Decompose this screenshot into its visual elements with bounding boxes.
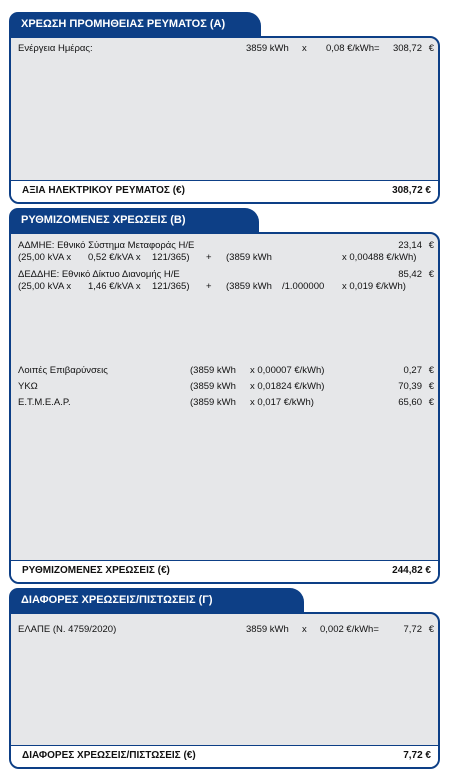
deddie-kva-rate: 1,46 €/kVA x xyxy=(88,281,141,292)
other-charge-kwh: (3859 kWh xyxy=(190,365,236,376)
deddie-kwh-rate: x 0,019 €/kWh) xyxy=(342,281,406,292)
section-c-title: ΔΙΑΦΟΡΕΣ ΧΡΕΩΣΕΙΣ/ΠΙΣΤΩΣΕΙΣ (Γ) xyxy=(9,588,304,613)
section-c-total-label: ΔΙΑΦΟΡΕΣ ΧΡΕΩΣΕΙΣ/ΠΙΣΤΩΣΕΙΣ (€) xyxy=(22,750,196,761)
deddie-kva: (25,00 kVA x xyxy=(18,281,72,292)
section-b-box xyxy=(9,232,440,584)
deddie-label: ΔΕΔΔΗΕ: Εθνικό Δίκτυο Διανομής Η/Ε xyxy=(18,269,180,280)
yko-currency: € xyxy=(428,381,434,392)
deddie-kwh: (3859 kWh xyxy=(226,281,272,292)
section-b-total-label: ΡΥΘΜΙΖΟΜΕΝΕΣ ΧΡΕΩΣΕΙΣ (€) xyxy=(22,565,170,576)
deddie-divisor: /1.000000 xyxy=(282,281,325,292)
elape-amount: 7,72 xyxy=(403,624,422,635)
admie-days: 121/365) xyxy=(152,252,190,263)
etmear-kwh: (3859 kWh xyxy=(190,397,236,408)
deddie-amount: 85,42 xyxy=(398,269,422,280)
section-c-total-amount: 7,72 € xyxy=(403,750,431,761)
admie-amount: 23,14 xyxy=(398,240,422,251)
section-b-title: ΡΥΘΜΙΖΟΜΕΝΕΣ ΧΡΕΩΣΕΙΣ (Β) xyxy=(9,208,259,233)
admie-label: ΑΔΜΗΕ: Εθνικό Σύστημα Μεταφοράς Η/Ε xyxy=(18,240,195,251)
section-supply-charge xyxy=(0,12,450,204)
section-c-box xyxy=(9,612,440,769)
section-regulated-charges xyxy=(0,208,450,584)
admie-kva-rate: 0,52 €/kVA x xyxy=(88,252,141,263)
admie-plus: + xyxy=(206,252,212,263)
elape-rate: 0,002 €/kWh= xyxy=(320,624,379,635)
energy-currency: € xyxy=(428,43,434,54)
section-other-charges-credits xyxy=(0,588,450,769)
etmear-currency: € xyxy=(428,397,434,408)
energy-label: Ενέργεια Ημέρας: xyxy=(18,43,93,54)
elape-kwh: 3859 kWh xyxy=(246,624,289,635)
etmear-amount: 65,60 xyxy=(398,397,422,408)
other-charge-amount: 0,27 xyxy=(403,365,422,376)
deddie-currency: € xyxy=(428,269,434,280)
yko-label: ΥΚΩ xyxy=(18,381,38,392)
admie-kva: (25,00 kVA x xyxy=(18,252,72,263)
section-a-box xyxy=(9,36,440,204)
yko-rate: x 0,01824 €/kWh) xyxy=(250,381,325,392)
admie-currency: € xyxy=(428,240,434,251)
other-charge-label: Λοιπές Επιβαρύνσεις xyxy=(18,365,108,376)
other-charge-rate: x 0,00007 €/kWh) xyxy=(250,365,325,376)
energy-rate: 0,08 €/kWh= xyxy=(326,43,380,54)
section-a-title: ΧΡΕΩΣΗ ΠΡΟΜΗΘΕΙΑΣ ΡΕΥΜΑΤΟΣ (Α) xyxy=(9,12,261,37)
admie-kwh-rate: x 0,00488 €/kWh) xyxy=(342,252,417,263)
etmear-rate: x 0,017 €/kWh) xyxy=(250,397,314,408)
energy-x: x xyxy=(302,43,307,54)
elape-currency: € xyxy=(428,624,434,635)
deddie-days: 121/365) xyxy=(152,281,190,292)
energy-kwh: 3859 kWh xyxy=(246,43,289,54)
section-b-total-amount: 244,82 € xyxy=(392,565,431,576)
elape-x: x xyxy=(302,624,307,635)
section-a-total-label: ΑΞΙΑ ΗΛΕΚΤΡΙΚΟΥ ΡΕΥΜΑΤΟΣ (€) xyxy=(22,185,185,196)
section-c-total-bar xyxy=(11,745,438,767)
etmear-label: Ε.Τ.Μ.Ε.Α.Ρ. xyxy=(18,397,71,408)
admie-kwh: (3859 kWh xyxy=(226,252,272,263)
section-a-total-amount: 308,72 € xyxy=(392,185,431,196)
yko-kwh: (3859 kWh xyxy=(190,381,236,392)
energy-amount: 308,72 xyxy=(392,43,422,54)
section-b-total-bar xyxy=(11,560,438,582)
section-a-total-bar xyxy=(11,180,438,202)
yko-amount: 70,39 xyxy=(398,381,422,392)
deddie-plus: + xyxy=(206,281,212,292)
other-charge-currency: € xyxy=(428,365,434,376)
elape-label: ΕΛΑΠΕ (Ν. 4759/2020) xyxy=(18,624,117,635)
